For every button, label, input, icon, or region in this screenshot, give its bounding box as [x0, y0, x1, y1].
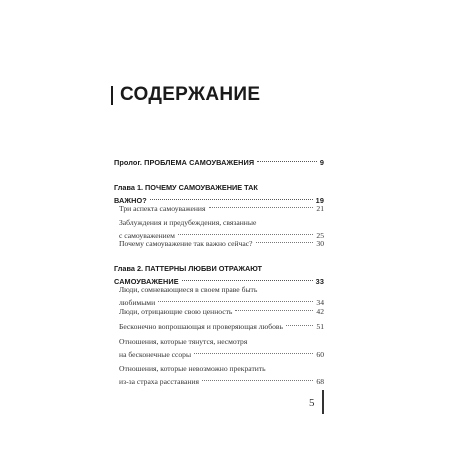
toc-subentry[interactable]	[119, 335, 324, 361]
dot-leader	[257, 161, 317, 162]
toc-entry-label-line1: Заблуждения и предубеждения, связанные	[119, 218, 257, 227]
toc-entry-prologue[interactable]	[114, 156, 324, 169]
toc-subentry[interactable]	[119, 320, 324, 333]
page-number-rule	[322, 390, 324, 414]
toc-subentry[interactable]	[119, 305, 324, 318]
toc-entry-label-line2: любимыми	[119, 298, 156, 307]
dot-leader	[158, 301, 313, 302]
toc-page-number: 30	[316, 239, 324, 248]
toc-entry-label: Пролог. ПРОБЛЕМА САМОУВАЖЕНИЯ	[114, 158, 255, 167]
toc-page-number: 21	[316, 204, 324, 213]
toc-page-number: 9	[319, 158, 324, 167]
toc-entry-label-line1: Люди, сомневающиеся в своем праве быть	[119, 285, 258, 294]
table-of-contents	[114, 0, 324, 450]
toc-page-number: 34	[316, 298, 324, 307]
toc-page-number: 42	[316, 307, 324, 316]
dot-leader	[202, 380, 313, 381]
toc-entry-label: Люди, отрицающие свою ценность	[119, 307, 233, 316]
toc-entry-label-line1: Отношения, которые невозможно прекратить	[119, 364, 266, 373]
dot-leader	[256, 242, 314, 243]
dot-leader	[194, 353, 313, 354]
toc-entry-label: Три аспекта самоуважения	[119, 204, 206, 213]
title-accent-bar	[111, 86, 113, 105]
toc-subentry[interactable]	[119, 202, 324, 215]
toc-entry-label-line2: с самоуважением	[119, 231, 175, 240]
toc-entry-label-line2: ВАЖНО?	[114, 196, 147, 205]
toc-page-number: 68	[316, 377, 324, 386]
toc-page-number: 19	[315, 196, 324, 205]
dot-leader	[182, 280, 313, 281]
toc-entry-label-line1: Глава 2. ПАТТЕРНЫ ЛЮБВИ ОТРАЖАЮТ	[114, 264, 263, 273]
toc-subentry[interactable]	[119, 362, 324, 388]
toc-page-number: 25	[316, 231, 324, 240]
dot-leader	[178, 234, 314, 235]
page-title: СОДЕРЖАНИЕ	[120, 84, 261, 105]
dot-leader	[235, 310, 313, 311]
toc-page-number: 60	[316, 350, 324, 359]
toc-entry-label-line1: Отношения, которые тянутся, несмотря	[119, 337, 248, 346]
toc-entry-label-line2: САМОУВАЖЕНИЕ	[114, 277, 179, 286]
dot-leader	[286, 325, 313, 326]
dot-leader	[150, 199, 313, 200]
page-number: 5	[309, 397, 315, 409]
toc-entry-label: Бесконечно вопрошающая и проверяющая любовь	[119, 322, 283, 331]
toc-entry-label-line1: Глава 1. ПОЧЕМУ САМОУВАЖЕНИЕ ТАК	[114, 183, 258, 192]
toc-page-number: 33	[315, 277, 324, 286]
toc-entry-label-line2: из-за страха расставания	[119, 377, 199, 386]
dot-leader	[209, 207, 314, 208]
toc-subentry[interactable]	[119, 237, 324, 250]
toc-page-number: 51	[316, 322, 324, 331]
toc-entry-label-line2: на бесконечные ссоры	[119, 350, 192, 359]
toc-entry-label: Почему самоуважение так важно сейчас?	[119, 239, 253, 248]
